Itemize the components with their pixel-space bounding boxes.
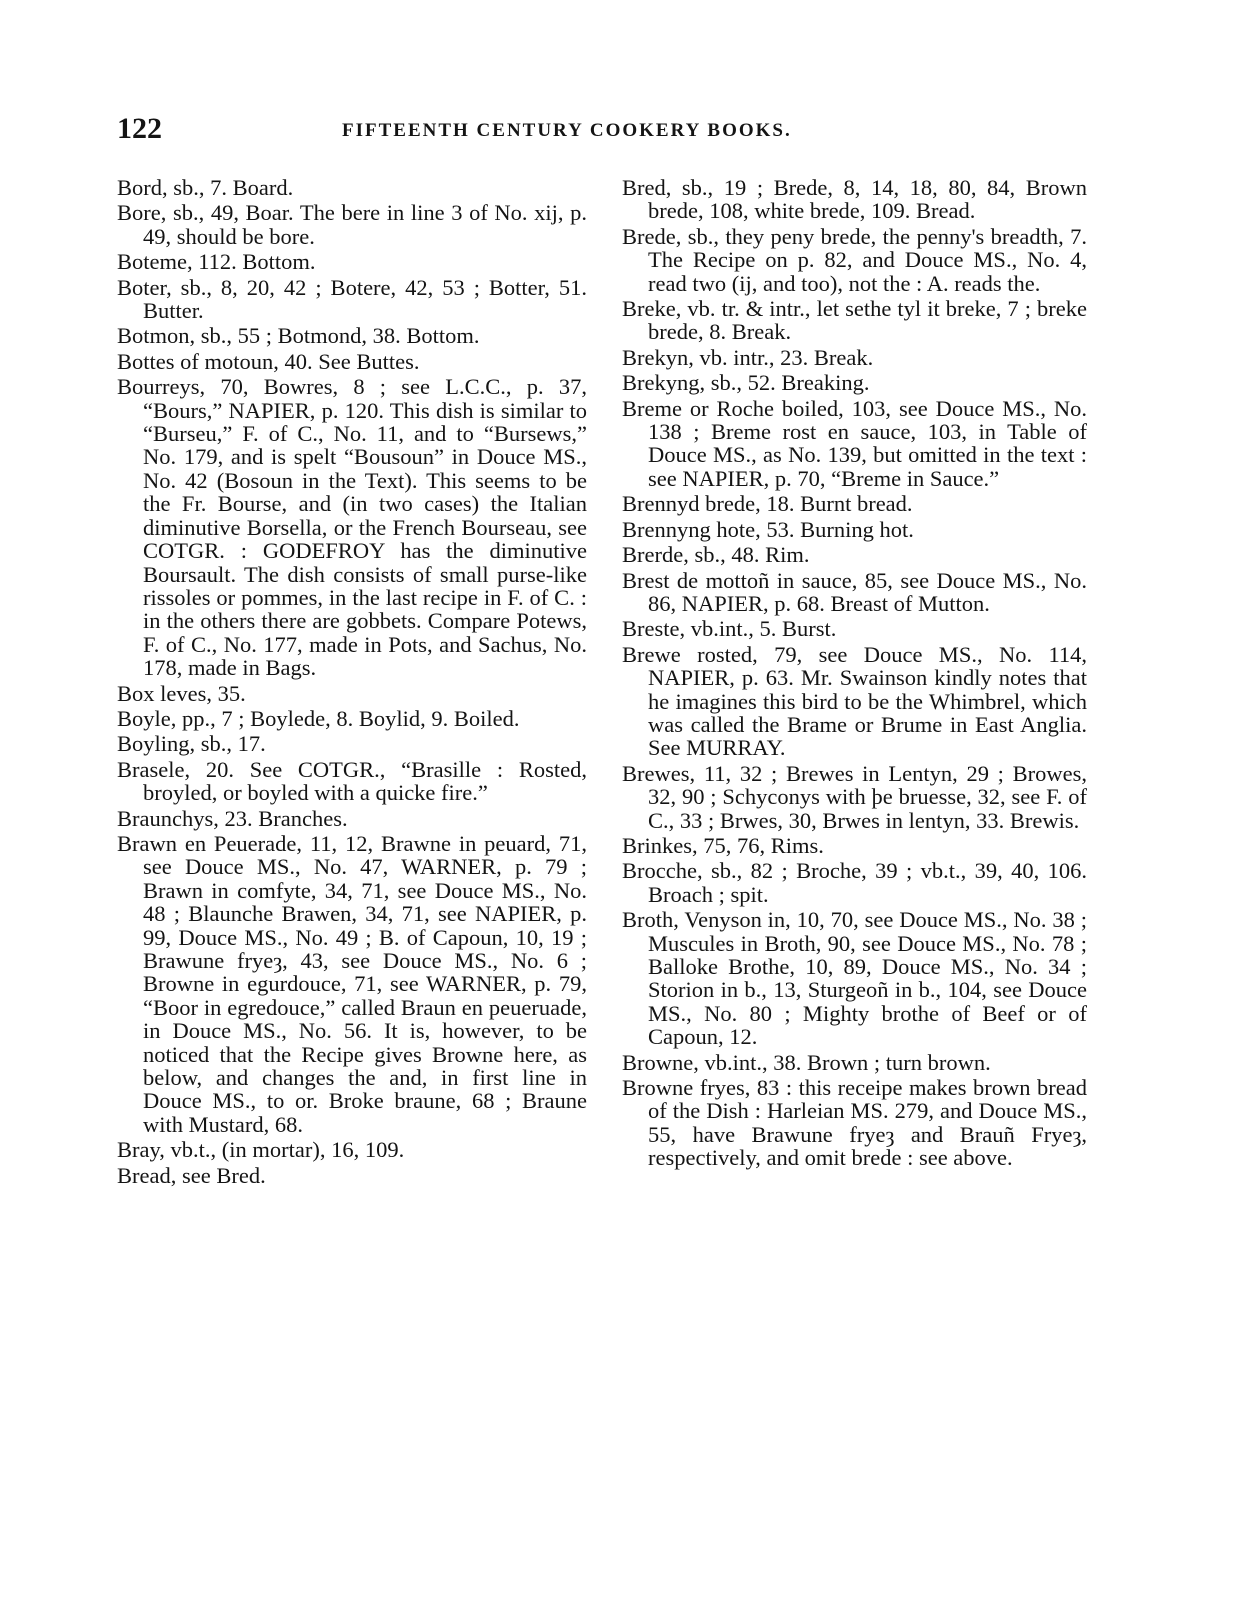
glossary-entry: Brennyd brede, 18. Burnt bread.: [622, 491, 913, 517]
glossary-entry: Brasele, 20. See COTGR., “Brasille : Rosted, broyled, or boyled with a quicke fire.”: [117, 756, 587, 806]
glossary-entry: Brewe rosted, 79, see Douce MS., No. 114, NAPIER, p. 63. Mr. Swainson kindly notes that he imagines this bird to be the Whimbrel, which was called the Brame or Brume in East Anglia. See MURRAY.: [622, 641, 1087, 761]
glossary-entry: Bred, sb., 19 ; Brede, 8, 14, 18, 80, 84, Brown brede, 108, white brede, 109. Bread.: [622, 175, 1087, 224]
glossary-entry: Brekyn, vb. intr., 23. Break.: [622, 344, 874, 370]
glossary-entry: Brest de mottoñ in sauce, 85, see Douce MS., No. 86, NAPIER, p. 68. Breast of Mutton.: [622, 567, 1087, 616]
glossary-entry: Boteme, 112. Bottom.: [117, 249, 316, 275]
glossary-entry: Breke, vb. tr. & intr., let sethe tyl it breke, 7 ; breke brede, 8. Break.: [622, 296, 1087, 345]
page-header: [117, 112, 1107, 152]
glossary-entry: Bore, sb., 49, Boar. The bere in line 3 of No. xij, p. 49, should be bore.: [117, 200, 587, 249]
glossary-entry: Brede, sb., they peny brede, the penny's breadth, 7. The Recipe on p. 82, and Douce MS., No. 4, read two (ij, and too), not the : A. reads the.: [622, 223, 1087, 296]
glossary-column-right: [622, 176, 1087, 1172]
glossary-entry: Brewes, 11, 32 ; Brewes in Lentyn, 29 ; Browes, 32, 90 ; Schyconys with þe bruesse, 32, see F. of C., 33 ; Brwes, 30, Brwes in lentyn, 33. Brewis.: [622, 760, 1087, 833]
glossary-entry: Box leves, 35.: [117, 680, 246, 706]
glossary-entry: Brawn en Peuerade, 11, 12, Brawne in peuard, 71, see Douce MS., No. 47, WARNER, p. 79 ; Brawn in comfyte, 34, 71, see Douce MS., No. 48 ; Blaunche Brawen, 34, 71, see NAPIER, p. 99, Douce MS., No. 49 ; B. of Capoun, 10, 19 ; Brawune fryeȝ, 43, see Douce MS., No. 6 ; Browne in egurdouce, 71, see WARNER, p. 79, “Boor in egredouce,” called Braun en peueruade, in Douce MS., No. 56. It is, however, to be noticed that the Recipe gives Browne here, as below, and changes the and, in first line in Douce MS., to or. Broke braune, 68 ; Braune with Mustard, 68.: [117, 830, 587, 1137]
glossary-entry: Brerde, sb., 48. Rim.: [622, 542, 810, 568]
glossary-entry: Bread, see Bred.: [117, 1162, 266, 1188]
page-number: 122: [117, 112, 162, 145]
glossary-entry: Browne, vb.int., 38. Brown ; turn brown.: [622, 1049, 991, 1075]
glossary-entry: Brocche, sb., 82 ; Broche, 39 ; vb.t., 39, 40, 106. Broach ; spit.: [622, 858, 1087, 907]
glossary-entry: Bray, vb.t., (in mortar), 16, 109.: [117, 1137, 405, 1163]
glossary-entry: Botmon, sb., 55 ; Botmond, 38. Bottom.: [117, 323, 480, 349]
glossary-entry: Brinkes, 75, 76, Rims.: [622, 832, 824, 858]
glossary-entry: Boter, sb., 8, 20, 42 ; Botere, 42, 53 ; Botter, 51. Butter.: [117, 274, 587, 324]
glossary-entry: Broth, Venyson in, 10, 70, see Douce MS., No. 38 ; Muscules in Broth, 90, see Douce MS., No. 78 ; Balloke Brothe, 10, 89, Douce MS., No. 34 ; Storion in b., 13, Sturgeoñ in b., 104, see Douce MS., No. 80 ; Mighty brothe of Beef or of Capoun, 12.: [622, 907, 1087, 1050]
glossary-column-left: [117, 176, 587, 1189]
glossary-entry: Bottes of motoun, 40. See Buttes.: [117, 348, 420, 374]
glossary-entry: Breste, vb.int., 5. Burst.: [622, 616, 837, 642]
glossary-entry: Breme or Roche boiled, 103, see Douce MS., No. 138 ; Breme rost en sauce, 103, in Table of Douce MS., as No. 139, but omitted in the text : see NAPIER, p. 70, “Breme in Sauce.”: [622, 395, 1087, 491]
running-title: FIFTEENTH CENTURY COOKERY BOOKS.: [342, 120, 792, 141]
glossary-entry: Bord, sb., 7. Board.: [117, 175, 294, 200]
glossary-entry: Brennyng hote, 53. Burning hot.: [622, 516, 914, 542]
glossary-entry: Browne fryes, 83 : this receipe makes brown bread of the Dish : Harleian MS. 279, and Douce MS., 55, have Brawune fryeȝ and Brauñ Fryeȝ, respectively, and omit brede : see above.: [622, 1075, 1087, 1171]
glossary-entry: Bourreys, 70, Bowres, 8 ; see L.C.C., p. 37, “Bours,” NAPIER, p. 120. This dish is similar to “Burseu,” F. of C., No. 11, and to “Bursews,” No. 179, and is spelt “Bousoun” in Douce MS., No. 42 (Bosoun in the Text). This seems to be the Fr. Bourse, and (in two cases) the Italian diminutive Borsella, or the French Bourseau, see COTGR. : GODEFROY has the diminutive Boursault. The dish consists of small purse-like rissoles or pommes, in the last recipe in F. of C. : in the others there are gobbets. Compare Potews, F. of C., No. 177, made in Pots, and Sachus, No. 178, made in Bags.: [117, 374, 587, 681]
glossary-entry: Boyle, pp., 7 ; Boylede, 8. Boylid, 9. Boiled.: [117, 705, 520, 731]
glossary-entry: Braunchys, 23. Branches.: [117, 805, 348, 831]
glossary-entry: Boyling, sb., 17.: [117, 731, 266, 757]
glossary-entry: Brekyng, sb., 52. Breaking.: [622, 370, 870, 396]
